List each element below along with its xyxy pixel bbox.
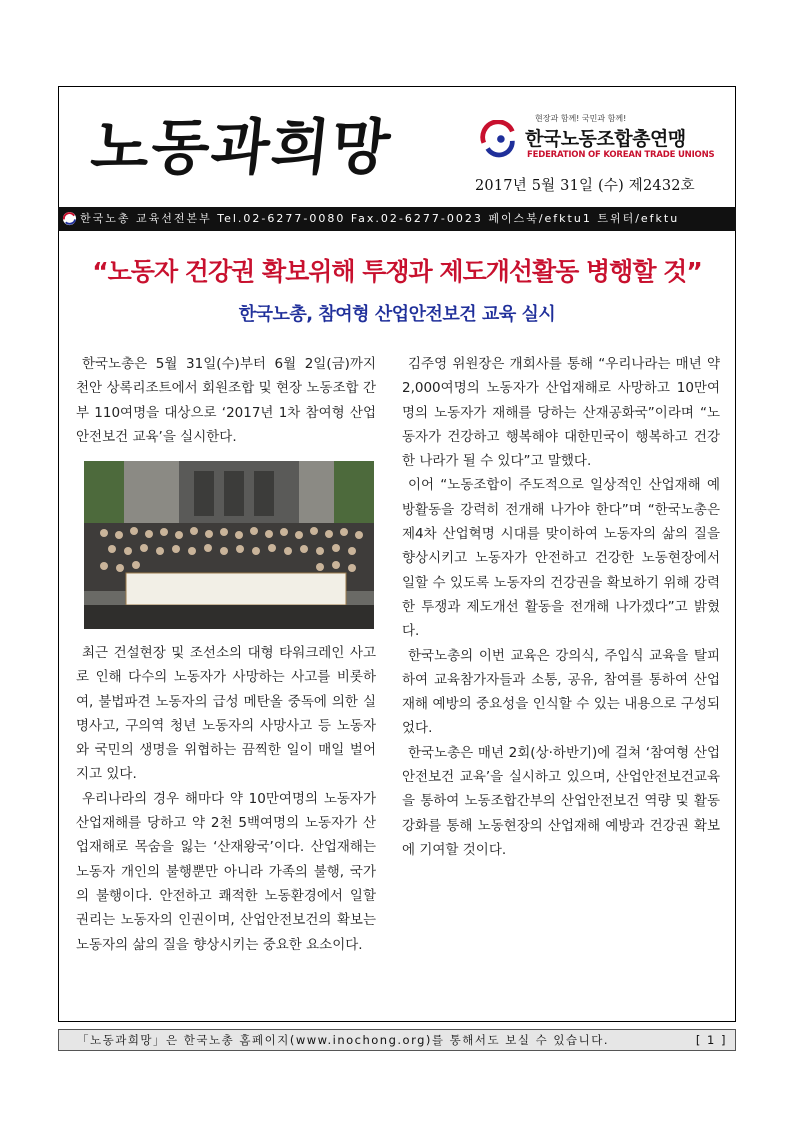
article-headline: “노동자 건강권 확보위해 투쟁과 제도개선활동 병행할 것” [92, 257, 702, 286]
article-subhead: 한국노총, 참여형 산업안전보건 교육 실시 [238, 304, 556, 325]
page-number: [ 1 ] [695, 1033, 727, 1047]
group-photo [84, 461, 374, 629]
article-paragraph: 한국노총은 5월 31일(수)부터 6월 2일(금)까지 천안 상록리조트에서 회원조합 및 현장 노동조합 간부 110여명을 대상으로 ‘2017년 1차 참여형 산업안전보건 교육’을 실시한다. [76, 356, 376, 445]
contact-bar [58, 207, 736, 231]
contact-bar-text: 한국노총 교육선전본부 Tel.02-6277-0080 Fax.02-6277-0023 페이스북/efktu1 트위터/efktu [80, 212, 680, 225]
org-tagline: 현장과 함께! 국민과 함께! [535, 114, 627, 123]
group-photo-image [84, 461, 374, 629]
article-paragraph: 이어 “노동조합이 주도적으로 일상적인 산업재해 예방활동을 강력히 전개해 나가야 한다”며 “한국노총은 제4차 산업혁명 시대를 맞이하여 노동자의 삶의 질을 향상시키고 노동자가 안전하고 건강한 노동현장에서 일할 수 있도록 노동자의 건강권을 확보하기 위해 강력한 투쟁과 제도개선 활동을 전개해 나가겠다”고 밝혔다. [402, 477, 720, 640]
article-paragraph: 한국노총의 이번 교육은 강의식, 주입식 교육을 탈피하여 교육참가자들과 소통, 공유, 참여를 통하여 산업재해 예방의 중요성을 인식할 수 있는 내용으로 구성되었다. [402, 647, 720, 737]
article-column-left-top [76, 352, 376, 449]
article-paragraph: 김주영 위원장은 개회사를 통해 “우리나라는 매년 약 2,000여명의 노동자가 산업재해로 사망하고 10만여명의 노동자가 재해를 당하는 산재공화국”이라며 “노동자가 건강하고 행복해야 대한민국이 행복하고 건강한 나라가 될 수 있다”고 말했다. [402, 356, 720, 470]
newsletter-title: 노동과희망 [87, 113, 395, 183]
fktu-logo-icon [480, 120, 518, 158]
article-paragraph: 한국노총은 매년 2회(상·하반기)에 걸쳐 ‘참여형 산업안전보건 교육’을 실시하고 있으며, 산업안전보건교육을 통하여 노동조합간부의 산업안전보건 역량 및 활동 강화를 통해 노동현장의 산업재해 예방과 건강권 확보에 기여할 것이다. [402, 744, 720, 858]
fktu-small-logo-icon [62, 211, 77, 226]
article-column-right [402, 352, 720, 862]
issue-date: 2017년 5월 31일 (수) 제2432호 [475, 178, 695, 194]
org-name: 한국노동조합총연맹 [525, 128, 686, 150]
article-paragraph: 최근 건설현장 및 조선소의 대형 타워크레인 사고로 인해 다수의 노동자가 사망하는 사고를 비롯하여, 불법파견 노동자의 급성 메탄올 중독에 의한 실명사고, 구의역 청년 노동자의 사망사고 등 노동자와 국민의 생명을 위협하는 끔찍한 일이 매일 벌어지고 있다. [76, 645, 376, 783]
footer-bar [58, 1029, 736, 1051]
org-name-english: FEDERATION OF KOREAN TRADE UNIONS [527, 150, 715, 160]
article-column-left-bottom [76, 641, 376, 957]
article-paragraph: 우리나라의 경우 해마다 약 10만여명의 노동자가 산업재해를 당하고 약 2천 5백여명의 노동자가 산업재해로 목숨을 잃는 ‘산재왕국’이다. 산업재해는 노동자 개인의 불행뿐만 아니라 가족의 불행, 국가의 불행이다. 안전하고 쾌적한 노동환경에서 일할 권리는 노동자의 인권이며, 산업안전보건의 확보는 노동자의 삶의 질을 향상시키는 중요한 요소이다. [76, 790, 376, 953]
footer-text: 「노동과희망」은 한국노총 홈페이지(www.inochong.org)를 통해서도 보실 수 있습니다. [77, 1033, 609, 1047]
